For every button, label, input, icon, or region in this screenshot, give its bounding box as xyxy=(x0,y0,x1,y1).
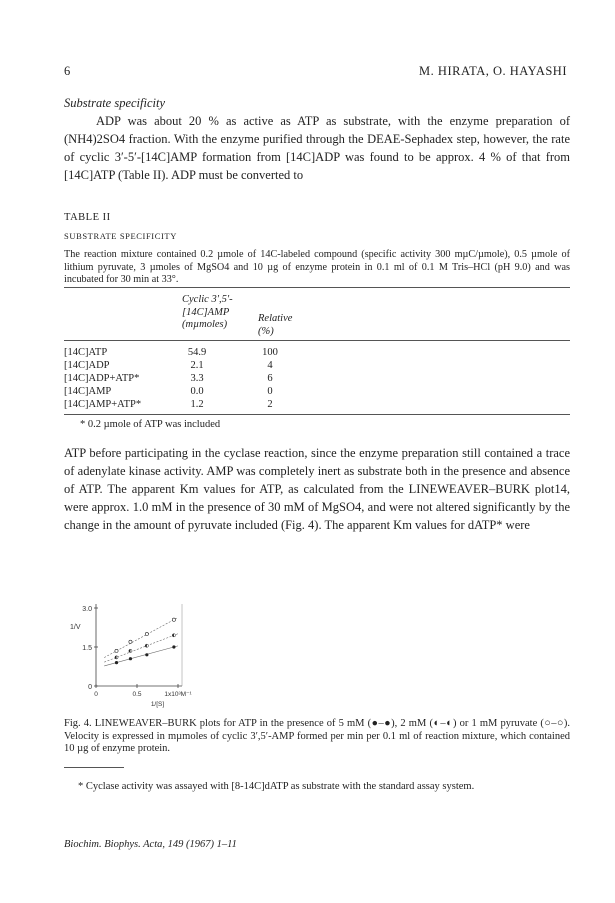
lineweaver-burk-figure xyxy=(60,588,200,708)
x-tick-label: 0 xyxy=(94,691,98,698)
table-bottom-rule xyxy=(64,414,570,415)
table-top-rule xyxy=(64,287,570,288)
data-point-filled xyxy=(145,653,148,656)
table-row xyxy=(64,347,570,359)
y-tick-label: 1.5 xyxy=(82,645,92,652)
table-title: SUBSTRATE SPECIFICITY xyxy=(64,231,177,241)
y-tick-label: 3.0 xyxy=(82,606,92,613)
table-cell-relative: 0 xyxy=(267,386,273,397)
figure-caption: Fig. 4. LINEWEAVER–BURK plots for ATP in the presence of 5 mM (●–●), 2 mM (◐–◐) or 1 mM pyruvate (○–○). Velocity is expressed in mµmoles of cyclic 3′,5′-AMP formed per min per 0.1 ml of reaction mixture, which contained 10 µg of enzyme protein. xyxy=(64,718,570,754)
table-cell-substrate: [14C]AMP+ATP* xyxy=(64,399,142,410)
table-cell-substrate: [14C]ADP xyxy=(64,360,110,371)
y-axis-label: 1/V xyxy=(70,623,81,631)
table-cell-cyclic-amp: 3.3 xyxy=(190,373,204,384)
paragraph-2: ATP before participating in the cyclase reaction, since the enzyme preparation still contained a trace of adenylate kinase activity. AMP was completely inert as substrate both in the presence and absence of ATP. The apparent Km values for ATP, as calculated from the LINEWEAVER–BURK plot14, were approx. 1.0 mM in the presence of 30 mM of MgSO4, and were not altered significantly by the change in the amount of pyruvate included (Fig. 4). The apparent Km values for dATP* were xyxy=(64,446,570,532)
table-cell-cyclic-amp: 1.2 xyxy=(190,399,204,410)
table-cell-cyclic-amp: 54.9 xyxy=(187,347,207,358)
table-row xyxy=(64,360,570,372)
data-point-open xyxy=(129,640,132,643)
data-point-filled xyxy=(172,645,175,648)
paragraph-1: ADP was about 20 % as active as ATP as substrate, with the enzyme preparation of (NH4)2SO4 fraction. With the enzyme purified through the DEAE-Sephadex step, however, the rate of cyclic 3′-5′-[14C]AMP formation from [14C]ADP was found to be approx. 4 % of that from [14C]ATP (Table II). ADP must be converted to xyxy=(64,114,570,182)
table-cell-substrate: [14C]ADP+ATP* xyxy=(64,373,140,384)
data-point-filled xyxy=(115,661,118,664)
figure-marks xyxy=(104,617,178,665)
table-cell-relative: 6 xyxy=(267,373,273,384)
y-tick-label: 0 xyxy=(88,684,92,691)
x-tick-label: 0.5 xyxy=(132,691,142,698)
table-row xyxy=(64,386,570,398)
data-point-open xyxy=(172,618,175,621)
data-point-open xyxy=(145,632,148,635)
table-cell-substrate: [14C]AMP xyxy=(64,386,112,397)
table-col1-header: Cyclic 3′,5′- [14C]AMP (mµmoles) xyxy=(182,294,233,330)
footnote-rule xyxy=(64,767,124,768)
page-footnote: * Cyclase activity was assayed with [8-14C]dATP as substrate with the standard assay system. xyxy=(78,781,475,792)
table-label: TABLE II xyxy=(64,212,111,223)
table-cell-cyclic-amp: 2.1 xyxy=(190,360,204,371)
running-head: M. HIRATA, O. HAYASHI xyxy=(419,64,567,78)
table-caption: The reaction mixture contained 0.2 µmole of 14C-labeled compound (specific activity 300 mµC/µmole), 0.5 µmole of lithium pyruvate, 3 µmoles of MgSO4 and 10 µg of enzyme protein in 0.1 ml of 0.1 M Tris–HCl (pH 9.0) and was incubated for 30 min at 33°. xyxy=(64,249,570,285)
table-cell-relative: 2 xyxy=(267,399,273,410)
data-point-filled xyxy=(129,657,132,660)
table-row xyxy=(64,399,570,411)
table-cell-relative: 4 xyxy=(267,360,273,371)
data-point-open xyxy=(115,649,118,652)
table-col2-header: Relative (%) xyxy=(258,313,293,337)
journal-citation: Biochim. Biophys. Acta, 149 (1967) 1–11 xyxy=(64,839,237,850)
table-row xyxy=(64,373,570,385)
x-axis-label: 1/[S] xyxy=(150,701,165,708)
page-number: 6 xyxy=(64,64,71,78)
table-cell-relative: 100 xyxy=(262,347,278,358)
table-header-rule xyxy=(64,340,570,341)
table-footnote: * 0.2 µmole of ATP was included xyxy=(80,419,221,430)
table-cell-cyclic-amp: 0.0 xyxy=(190,386,204,397)
table-cell-substrate: [14C]ATP xyxy=(64,347,108,358)
x-tick-label: 1x10³M⁻¹ xyxy=(164,691,192,698)
section-title: Substrate specificity xyxy=(64,96,166,110)
